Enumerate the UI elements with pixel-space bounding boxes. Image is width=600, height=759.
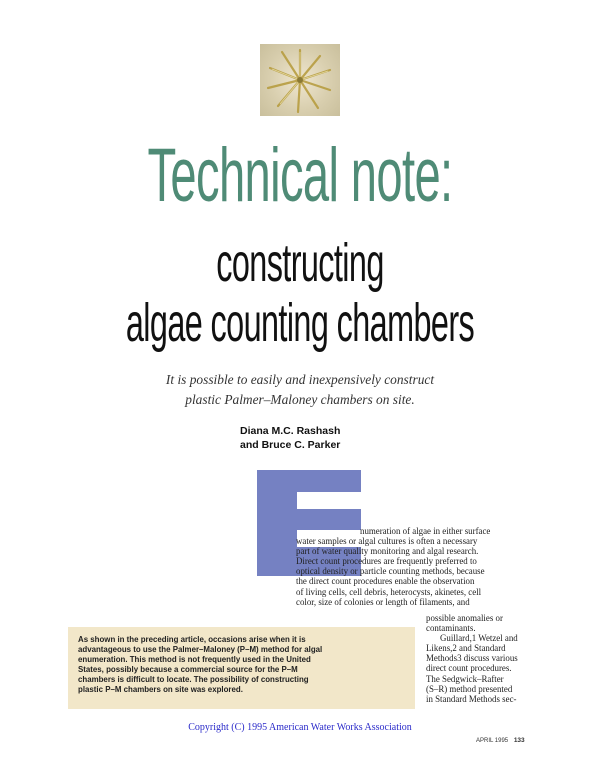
deck-line: plastic Palmer–Maloney chambers on site. [185, 392, 415, 407]
body-column-main [296, 526, 536, 607]
body-line: color, size of colonies or length of filaments, and [296, 596, 470, 607]
author-name: Diana M.C. Rashash [240, 425, 341, 437]
body-line: part of water quality monitoring and algal research. [296, 546, 479, 557]
callout-line: As shown in the preceding article, occasions arise when it is [78, 635, 306, 644]
page-number: 133 [513, 737, 525, 744]
body-line: water samples or algal cultures is often a necessary [296, 536, 478, 547]
summary-callout [68, 627, 415, 709]
author-name: and Bruce C. Parker [240, 439, 341, 451]
body-line: in Standard Methods sec- [426, 693, 517, 704]
body-line: contaminants. [426, 623, 476, 634]
body-column-narrow [426, 613, 538, 704]
article-title: Technical note: [147, 133, 453, 218]
body-line: (S–R) method presented [426, 683, 513, 694]
page-footer [476, 737, 525, 744]
callout-line: enumeration. This method is not frequently used in the United [78, 655, 311, 664]
body-line: optical density or particle counting methods, because [296, 566, 485, 577]
callout-line: chambers is difficult to locate. The possibility of constructing [78, 675, 309, 684]
body-line: Guillard,1 Wetzel and [440, 633, 518, 644]
author-byline [240, 424, 440, 452]
callout-line: advantageous to use the Palmer–Maloney (P–M) method for algal [78, 645, 323, 654]
body-line: Direct count procedures are frequently preferred to [296, 556, 477, 567]
body-line: numeration of algae in either surface [360, 526, 491, 536]
body-line: Methods3 discuss various [426, 653, 518, 664]
body-line: Likens,2 and Standard [426, 643, 506, 654]
issue-date: APRIL 1995 [476, 738, 509, 744]
article-deck [100, 370, 500, 410]
article-subtitle-line-1: constructing [216, 233, 384, 293]
body-line: possible anomalies or [426, 613, 503, 623]
body-line: of living cells, cell debris, heterocysts, akinetes, cell [296, 586, 482, 597]
body-line: The Sedgwick–Rafter [426, 673, 504, 684]
article-subtitle-line-2: algae counting chambers [125, 293, 475, 353]
copyright-notice: Copyright (C) 1995 American Water Works Association [188, 722, 412, 733]
body-line: direct count procedures. [426, 663, 512, 674]
callout-line: States, possibly because a commercial source for the P–M [78, 665, 298, 674]
deck-line: It is possible to easily and inexpensively construct [165, 372, 435, 387]
algae-photo [260, 44, 340, 116]
body-line: the direct count procedures enable the observation [296, 576, 475, 587]
callout-line: plastic P–M chambers on site was explored. [78, 685, 243, 694]
